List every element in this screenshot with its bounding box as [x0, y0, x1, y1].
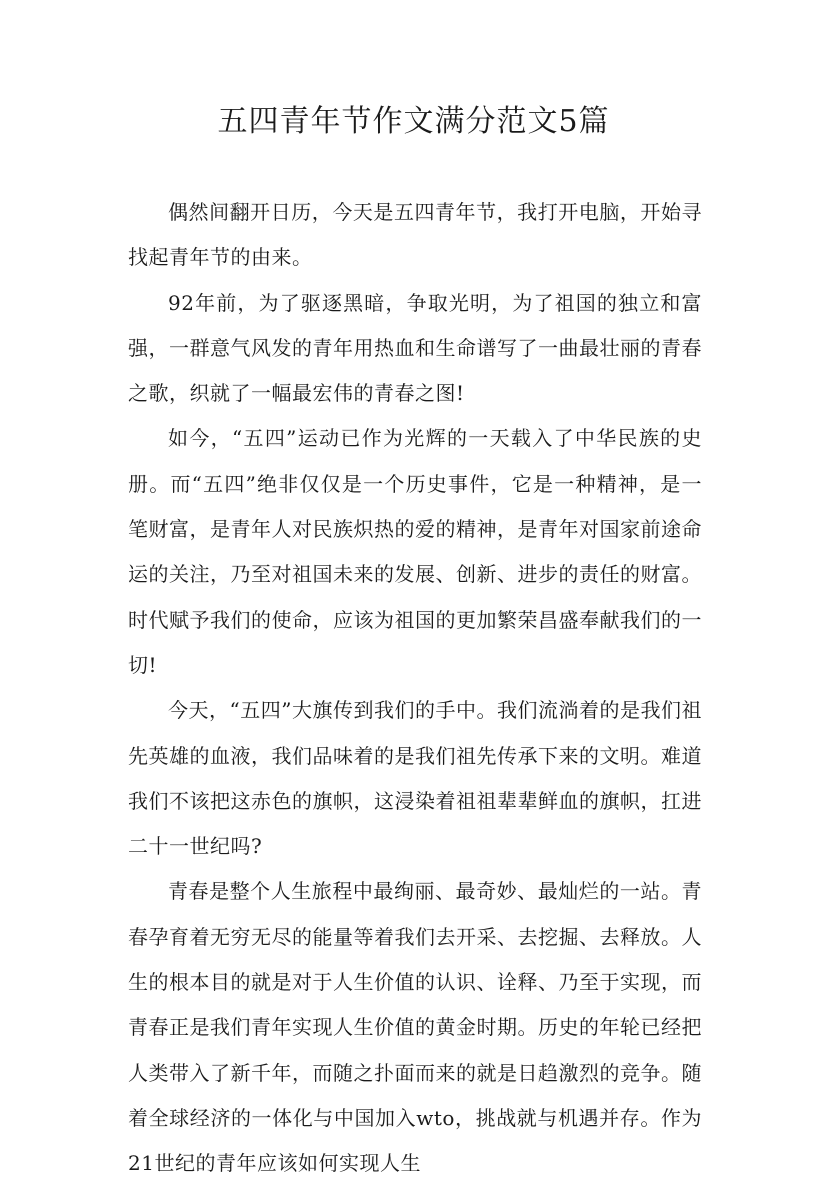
document-title: 五四青年节作文满分范文5篇: [217, 104, 610, 139]
paragraph: 今天，“五四”大旗传到我们的手中。我们流淌着的是我们祖先英雄的血液，我们品味着的是我们祖先传承下来的文明。难道我们不该把这赤色的旗帜，这浸染着祖祖辈辈鲜血的旗帜，扛进二十一世纪吗?: [128, 698, 702, 859]
paragraph: 92年前，为了驱逐黑暗，争取光明，为了祖国的独立和富强，一群意气风发的青年用热血和生命谱写了一曲最壮丽的青春之歌，织就了一幅最宏伟的青春之图!: [128, 290, 702, 406]
paragraph: 如今，“五四”运动已作为光辉的一天载入了中华民族的史册。而“五四”绝非仅仅是一个历史事件，它是一种精神，是一笔财富，是青年人对民族炽热的爱的精神，是青年对国家前途命运的关注，乃至对祖国未来的发展、创新、进步的责任的财富。时代赋予我们的使命，应该为祖国的更加繁荣昌盛奉献我们的一切!: [128, 426, 702, 677]
paragraph: 偶然间翻开日历，今天是五四青年节，我打开电脑，开始寻找起青年节的由来。: [128, 200, 702, 270]
document-body: [128, 190, 702, 1187]
paragraph: 青春是整个人生旅程中最绚丽、最奇妙、最灿烂的一站。青春孕育着无穷无尽的能量等着我们去开采、去挖掘、去释放。人生的根本目的就是对于人生价值的认识、诠释、乃至于实现，而青春正是我们青年实现人生价值的黄金时期。历史的年轮已经把人类带入了新千年，而随之扑面而来的就是日趋激烈的竞争。随着全球经济的一体化与中国加入wto，挑战就与机遇并存。作为21世纪的青年应该如何实现人生: [128, 879, 702, 1176]
